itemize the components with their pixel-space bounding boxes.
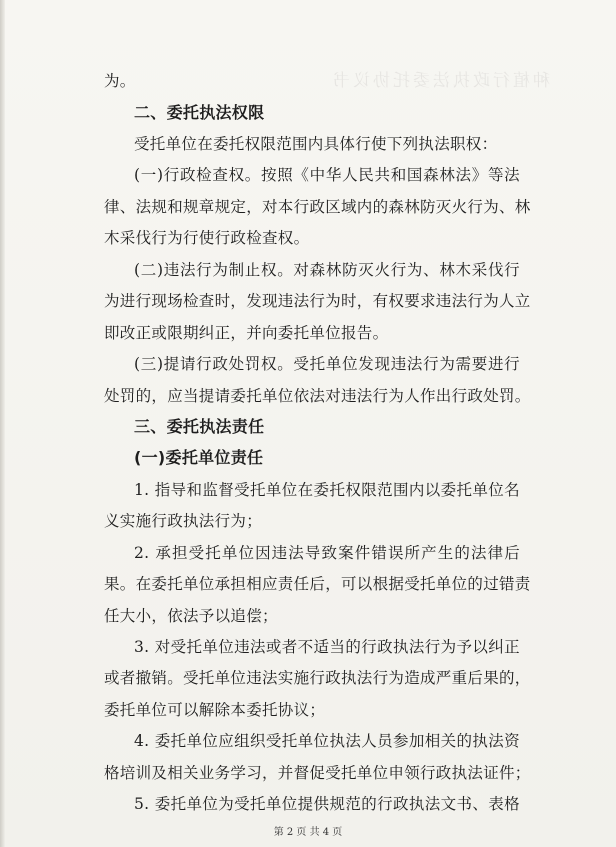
text-line: 格培训及相关业务学习，并督促受托单位申领行政执法证件；	[104, 764, 531, 782]
text-line: 果。在委托单位承担相应责任后，可以根据受托单位的过错责	[104, 575, 531, 593]
text-line: 处罚的，应当提请委托单位依法对违法行为人作出行政处罚。	[104, 387, 531, 405]
text-line: 律、法规和规章规定，对本行政区域内的森林防灭火行为、林	[104, 198, 531, 216]
page-number: 第 2 页 共 4 页	[273, 827, 343, 838]
section-heading-3: 三、委托执法责任	[134, 417, 265, 436]
text-line: 任大小，依法予以追偿；	[104, 607, 278, 625]
text-line: 或者撤销。受托单位违法实施行政执法行为造成严重后果的，	[104, 669, 531, 687]
text-line: 为。	[104, 72, 136, 90]
text-line: (二)违法行为制止权。对森林防灭火行为、林木采伐行	[134, 261, 520, 279]
subsection-heading-1: (一)委托单位责任	[134, 448, 264, 467]
text-line: 5. 委托单位为受托单位提供规范的行政执法文书、表格	[134, 795, 520, 813]
page-edge-shadow	[0, 0, 5, 847]
text-line: 义实施行政执法行为；	[104, 512, 263, 530]
text-line: 受托单位在委托权限范围内具体行使下列执法职权：	[134, 135, 498, 153]
text-line: 为进行现场检查时，发现违法行为时，有权要求违法行为人立	[104, 292, 531, 310]
text-line: 木采伐行为行使行政检查权。	[104, 229, 310, 247]
text-line: 2. 承担受托单位因违法导致案件错误所产生的法律后	[134, 544, 520, 562]
section-heading-2: 二、委托执法权限	[134, 103, 265, 122]
bleed-through-text: 种植行政执法委托协议书	[330, 71, 550, 91]
text-line: 3. 对受托单位违法或者不适当的行政执法行为予以纠正	[134, 638, 520, 656]
text-line: (三)提请行政处罚权。受托单位发现违法行为需要进行	[134, 355, 520, 373]
text-line: 4. 委托单位应组织受托单位执法人员参加相关的执法资	[134, 732, 520, 750]
text-line: 委托单位可以解除本委托协议；	[104, 701, 326, 719]
text-line: (一)行政检查权。按照《中华人民共和国森林法》等法	[134, 166, 520, 184]
text-line: 1. 指导和监督受托单位在委托权限范围内以委托单位名	[134, 481, 520, 499]
text-line: 即改正或限期纠正，并向委托单位报告。	[104, 324, 389, 342]
